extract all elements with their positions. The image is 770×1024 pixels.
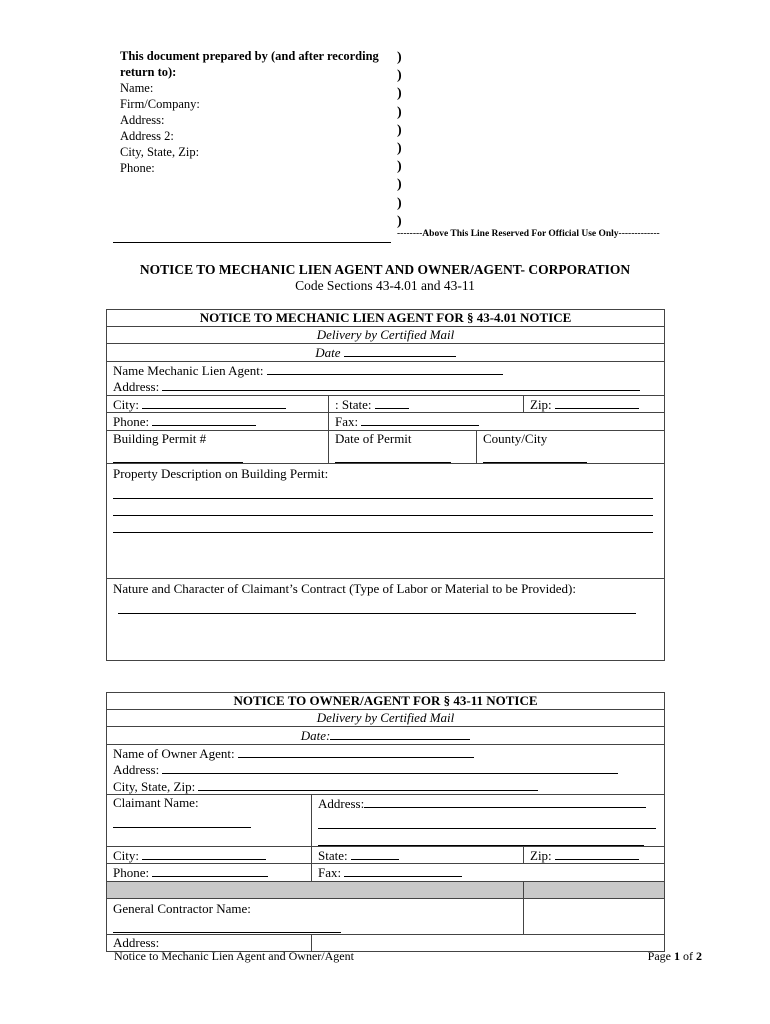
section2-date-field[interactable] (330, 727, 470, 740)
agent-address-field[interactable] (162, 378, 640, 391)
paren: ) (397, 141, 402, 157)
property-line-2[interactable] (113, 499, 653, 516)
agent-zip-label: Zip: (530, 396, 552, 412)
agent-phone-label: Phone: (113, 414, 150, 429)
section1-heading: NOTICE TO MECHANIC LIEN AGENT FOR § 43-4.01 NOTICE (107, 310, 665, 327)
gc-address-field-cell[interactable] (312, 934, 665, 951)
prep-field-address: Address: (120, 113, 165, 127)
owner-address-label: Address: (113, 762, 160, 777)
reserved-line-label: --------Above This Line Reserved For Official Use Only------------- (397, 229, 660, 239)
lien-agent-notice-table (106, 309, 665, 661)
gray-divider-right (524, 881, 665, 898)
claimant-phone-label: Phone: (113, 865, 150, 880)
claimant-fax-label: Fax: (318, 865, 342, 880)
paren: ) (397, 68, 402, 84)
page-of: of (683, 949, 693, 963)
general-contractor-right-cell (524, 898, 665, 934)
agent-phone-cell (107, 413, 329, 431)
prep-field-firm: Firm/Company: (120, 97, 200, 111)
agent-city-cell (107, 395, 329, 413)
county-cell (477, 430, 665, 464)
permit-date-cell (329, 430, 477, 464)
section2-delivery: Delivery by Certified Mail (107, 710, 665, 727)
section2-heading: NOTICE TO OWNER/AGENT FOR § 43-11 NOTICE (107, 693, 665, 710)
permit-number-label: Building Permit # (113, 430, 207, 446)
claimant-address-label: Address: (318, 796, 365, 811)
claimant-state-label: State: (318, 847, 348, 863)
owner-agent-notice-table (106, 692, 665, 952)
property-description-label: Property Description on Building Permit: (113, 466, 329, 481)
contract-nature-cell (107, 579, 665, 661)
permit-number-field[interactable] (113, 446, 243, 463)
property-line-3[interactable] (113, 516, 653, 533)
section1-date-field[interactable] (344, 344, 456, 357)
claimant-city-cell (107, 846, 312, 864)
claimant-fax-cell (312, 864, 665, 882)
page-number: 1 (674, 949, 680, 963)
document-subtitle: Code Sections 43-4.01 and 43-11 (295, 278, 475, 293)
gray-divider-left (107, 881, 524, 898)
county-label: County/City (483, 430, 548, 446)
claimant-fax-field[interactable] (344, 864, 462, 877)
general-contractor-field[interactable] (113, 916, 341, 933)
claimant-address-field[interactable] (364, 795, 646, 808)
paren: ) (397, 195, 402, 211)
contract-nature-label: Nature and Character of Claimant’s Contract (Type of Labor or Material to be Provided): (113, 581, 576, 596)
section1-delivery: Delivery by Certified Mail (107, 327, 665, 344)
general-contractor-cell (107, 898, 524, 934)
recording-line (113, 242, 391, 243)
agent-phone-field[interactable] (152, 413, 256, 426)
agent-name-field[interactable] (267, 362, 503, 375)
claimant-city-label: City: (113, 847, 140, 863)
prep-field-csz: City, State, Zip: (120, 145, 200, 159)
agent-address-label: Address: (113, 379, 160, 394)
paren: ) (397, 213, 402, 229)
claimant-phone-cell (107, 864, 312, 882)
claimant-phone-field[interactable] (152, 864, 268, 877)
gc-address-label: Address: (113, 934, 160, 950)
page-prefix: Page (647, 949, 671, 963)
paren: ) (397, 50, 402, 65)
footer-document-name: Notice to Mechanic Lien Agent and Owner/Agent (114, 949, 354, 963)
general-contractor-label: General Contractor Name: (113, 900, 251, 916)
agent-zip-cell (524, 395, 665, 413)
agent-zip-field[interactable] (555, 396, 639, 409)
permit-date-label: Date of Permit (335, 430, 412, 446)
prepared-by-heading: This document prepared by (and after recording return to): (120, 49, 379, 79)
page-indicator (648, 949, 702, 964)
claimant-zip-label: Zip: (530, 847, 552, 863)
paren: ) (397, 159, 402, 175)
owner-name-field[interactable] (238, 745, 474, 758)
agent-city-label: City: (113, 396, 140, 412)
agent-state-label: : State: (335, 396, 372, 412)
owner-csz-field[interactable] (198, 778, 538, 791)
owner-info-cell (107, 744, 665, 795)
paren: ) (397, 177, 402, 193)
claimant-zip-field[interactable] (555, 847, 639, 860)
claimant-name-field[interactable] (113, 811, 251, 828)
owner-address-field[interactable] (162, 761, 618, 774)
permit-number-cell (107, 430, 329, 464)
prepared-by-block (120, 48, 400, 176)
agent-name-label: Name Mechanic Lien Agent: (113, 362, 264, 378)
prep-field-phone: Phone: (120, 161, 155, 175)
agent-fax-label: Fax: (335, 414, 359, 429)
owner-csz-label: City, State, Zip: (113, 778, 196, 794)
claimant-address-cell (312, 795, 665, 847)
agent-state-field[interactable] (375, 396, 409, 409)
section1-agent-row (107, 361, 665, 395)
permit-date-field[interactable] (335, 446, 451, 463)
claimant-address-line-3[interactable] (318, 829, 644, 846)
claimant-state-field[interactable] (351, 847, 399, 860)
agent-fax-cell (329, 413, 665, 431)
section1-date-label: Date (315, 345, 341, 360)
agent-fax-field[interactable] (361, 413, 479, 426)
agent-city-field[interactable] (142, 396, 286, 409)
paren: ) (397, 86, 402, 102)
county-field[interactable] (483, 446, 587, 463)
property-description-cell (107, 464, 665, 579)
claimant-state-cell (312, 846, 524, 864)
claimant-city-field[interactable] (142, 847, 266, 860)
paren-column (397, 49, 402, 231)
claimant-name-cell (107, 795, 312, 847)
page-total: 2 (696, 949, 702, 963)
owner-name-label: Name of Owner Agent: (113, 745, 235, 761)
agent-state-cell (329, 395, 524, 413)
document-title: NOTICE TO MECHANIC LIEN AGENT AND OWNER/AGENT- CORPORATION (139, 262, 631, 277)
prep-field-address2: Address 2: (120, 129, 174, 143)
claimant-name-label: Claimant Name: (113, 795, 199, 810)
claimant-address-line-2[interactable] (318, 812, 656, 829)
paren: ) (397, 122, 402, 138)
section2-date-row (107, 727, 665, 745)
contract-nature-line[interactable] (118, 597, 636, 614)
section2-date-label: Date: (300, 728, 331, 743)
section1-date-row (107, 344, 665, 362)
claimant-zip-cell (524, 846, 665, 864)
paren: ) (397, 104, 402, 120)
property-line-1[interactable] (113, 482, 653, 499)
prep-field-name: Name: (120, 81, 154, 95)
